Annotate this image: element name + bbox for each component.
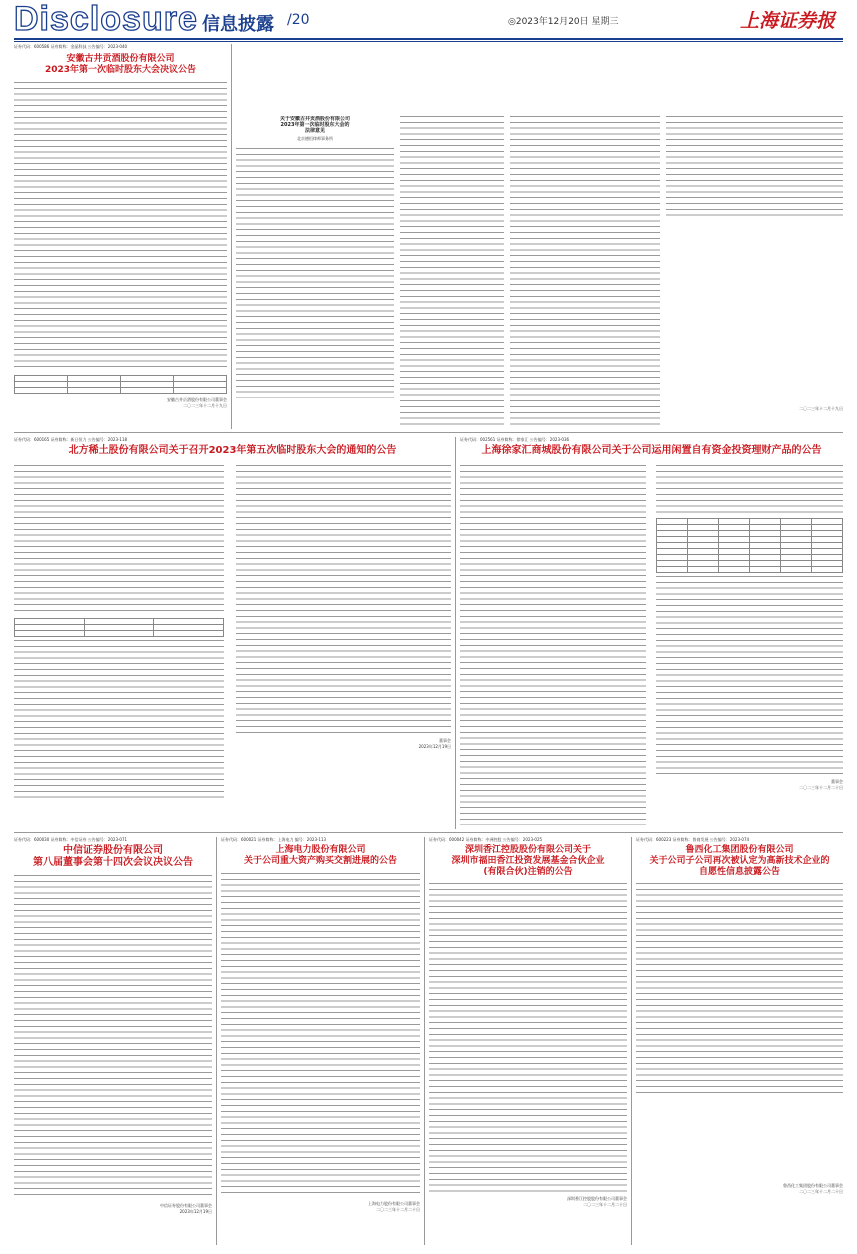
notice-body	[460, 465, 646, 825]
notice-title: 深圳香江控股股份有限公司关于 深圳市福田香江投资发展基金合伙企业 (有限合伙)注销的公告	[451, 845, 605, 877]
notice-signature: 安徽古井贡酒股份有限公司董事会 二〇二三年十二月十九日	[167, 396, 227, 408]
notice-body	[429, 883, 627, 1193]
section-logo: Disclosure	[14, 0, 198, 38]
column-divider	[631, 837, 632, 1245]
notice-signature: 中信证券股份有限公司董事会 2023年12月19日	[160, 1203, 212, 1214]
notice-body	[636, 883, 843, 1093]
voting-table	[14, 375, 227, 394]
notice-luxi-chemical	[636, 837, 843, 1245]
column-divider	[455, 437, 456, 829]
notice-body	[14, 82, 227, 372]
stock-code-line: 证券代码：600586 证券简称：金晶科技 公告编号：2023-040	[14, 44, 128, 49]
notice-signature: 鲁西化工集团股份有限公司董事会 二〇二三年十二月二十日	[783, 1183, 843, 1195]
legal-opinion-header	[236, 116, 394, 426]
column-divider	[424, 837, 425, 1245]
notice-body	[221, 873, 420, 1198]
legal-opinion-date: 二〇二三年十二月十九日	[799, 406, 843, 411]
section-title: 信息披露	[202, 14, 274, 35]
notice-body-right	[656, 465, 843, 515]
notice-northern-rare-earth	[14, 437, 451, 829]
notice-title: 中信证券股份有限公司 第八届董事会第十四次会议决议公告	[33, 845, 193, 868]
notice-signature: 深圳香江控股股份有限公司董事会 二〇二三年十二月二十日	[567, 1196, 627, 1208]
notice-xujiahui	[460, 437, 843, 829]
legal-opinion-text	[666, 116, 843, 216]
notice-xiangjiang	[429, 837, 627, 1245]
stock-code-line: 证券代码：600021 证券简称：上海电力 编号：2023-113	[221, 837, 327, 842]
page-header	[0, 0, 857, 38]
legal-opinion-body-col3	[510, 116, 660, 426]
legal-opinion-body	[236, 148, 394, 398]
notice-col-right	[656, 465, 843, 825]
stock-code-line: 证券代码：002561 证券简称：徐家汇 公告编号：2023-036	[460, 437, 570, 442]
notice-signature: 董事会 二〇二三年十二月二十日	[799, 779, 843, 790]
notice-col-left	[14, 465, 224, 825]
notice-signature: 董事会 2023年12月19日	[418, 738, 451, 749]
stock-code-line: 证券代码：000042 证券简称：中洲控股 公告编号：2023-025	[429, 837, 543, 842]
notice-shanghai-electric	[221, 837, 420, 1245]
stock-code-line: 证券代码：600223 证券简称：鲁商发展 公告编号：2023-074	[636, 837, 750, 842]
notice-body-cont	[656, 576, 843, 776]
row-divider	[14, 432, 843, 433]
notice-title: 北方稀土股份有限公司关于召开2023年第五次临时股东大会的通知的公告	[68, 445, 397, 456]
notice-title: 上海徐家汇商城股份有限公司关于公司运用闲置自有资金投资理财产品的公告	[481, 445, 822, 456]
legal-opinion-body-col2	[400, 116, 504, 426]
publication-name: 上海证券报	[740, 10, 836, 32]
notice-body-cont	[14, 640, 224, 800]
notice-title: 鲁西化工集团股份有限公司 关于公司子公司再次被认定为高新技术企业的 自愿性信息披露公告	[649, 845, 830, 877]
legal-opinion-body-col4	[666, 116, 843, 426]
notice-title: 安徽古井贡酒股份有限公司 2023年第一次临时股东大会决议公告	[44, 54, 197, 75]
notice-signature: 上海电力股份有限公司董事会 二〇二三年十二月二十日	[368, 1200, 420, 1212]
product-table	[656, 518, 843, 573]
notice-body	[14, 465, 224, 615]
law-firm-title: 关于安徽古井贡酒股份有限公司 2023年第一次临时股东大会的 法律意见	[279, 116, 350, 134]
notice-title: 上海电力股份有限公司 关于公司重大资产购买交割进展的公告	[243, 845, 397, 866]
notice-body-right	[236, 465, 451, 735]
row-divider	[14, 832, 843, 833]
stock-code-line: 证券代码：600165 证券简称：新日恒力 公告编号：2023-118	[14, 437, 128, 442]
column-divider	[231, 44, 232, 429]
notice-body	[14, 875, 212, 1200]
notice-col-right	[236, 465, 451, 825]
notice-citic-securities	[14, 837, 212, 1245]
law-firm-name: 北京德恒律师事务所	[297, 136, 333, 141]
notice-gujing-resolution	[14, 44, 227, 429]
page-number: /20	[287, 12, 310, 28]
header-rule-thin	[14, 41, 843, 42]
agenda-table	[14, 618, 224, 637]
header-rule	[14, 38, 843, 40]
stock-code-line: 证券代码：600030 证券简称：中信证券 公告编号：2023-071	[14, 837, 128, 842]
column-divider	[216, 837, 217, 1245]
issue-date: ◎2023年12月20日 星期三	[508, 17, 619, 27]
